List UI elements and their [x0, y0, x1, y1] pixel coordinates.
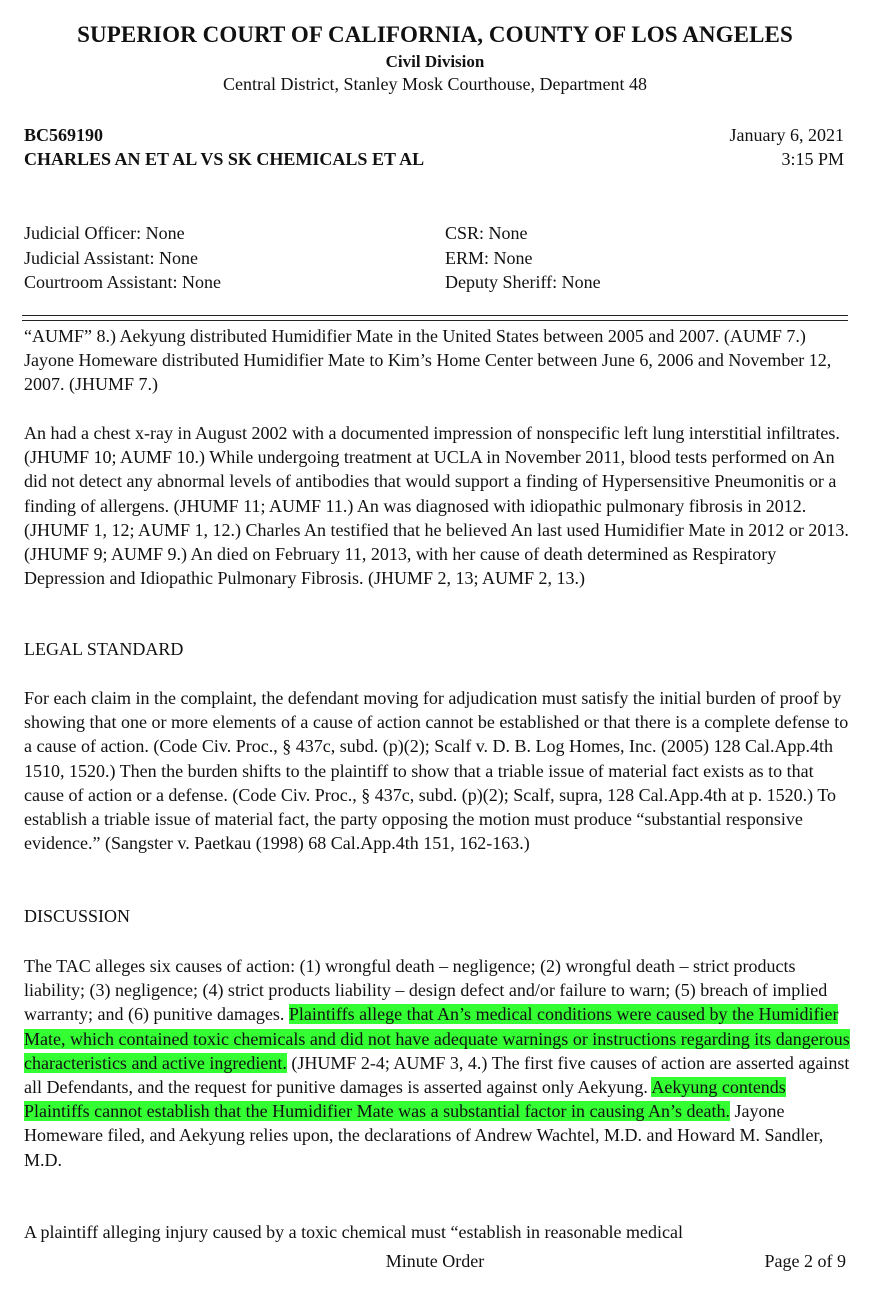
judicial-officer: Judicial Officer: None	[24, 223, 185, 243]
paragraph-toxic-chemical: A plaintiff alleging injury caused by a toxic chemical must “establish in reasonable medical	[24, 1222, 683, 1242]
page-number: Page 2 of 9	[764, 1251, 846, 1271]
officers-left-column	[24, 221, 221, 295]
discussion-text-a: The TAC alleges six causes of action: (1) wrongful death – negligence; (2) wrongful death – strict products liability; (3) negligence; (4) strict products liability – design defect and/or failure to warn; (5) breach of implied warranty; and (6) punitive damages.	[24, 956, 828, 1025]
officers-right-column	[445, 221, 601, 295]
paragraph-distribution: “AUMF” 8.) Aekyung distributed Humidifier Mate in the United States between 2005 and 2007. (AUMF 7.) Jayone Homeware distributed Humidifier Mate to Kim’s Home Center between June 6, 2006 and November 12, 2007. (JHUMF 7.)	[24, 326, 832, 395]
deputy-sheriff: Deputy Sheriff: None	[445, 272, 601, 292]
csr: CSR: None	[445, 223, 528, 243]
heading-legal-standard: LEGAL STANDARD	[24, 639, 184, 659]
header-divider-top	[22, 315, 848, 316]
erm: ERM: None	[445, 247, 533, 268]
paragraph-discussion	[24, 954, 850, 1172]
hearing-time: 3:15 PM	[781, 149, 844, 169]
paragraph-medical-history: An had a chest x-ray in August 2002 with a documented impression of nonspecific left lung interstitial infiltrates. (JHUMF 10; AUMF 10.) While undergoing treatment at UCLA in November 2011, blood tests performed on An did not detect any abnormal levels of antibodies that would support a finding of Hypersensitive Pneumonitis or a finding of allergens. (JHUMF 11; AUMF 11.) An was diagnosed with idiopathic pulmonary fibrosis in 2012. (JHUMF 1, 12; AUMF 1, 12.) Charles An testified that he believed An last used Humidifier Mate in 2012 or 2013. (JHUMF 9; AUMF 9.) An died on February 11, 2013, with her cause of death determined as Respiratory Depression and Idiopathic Pulmonary Fibrosis. (JHUMF 2, 13; AUMF 2, 13.)	[24, 423, 849, 589]
judicial-assistant: Judicial Assistant: None	[24, 247, 198, 268]
case-name: CHARLES AN ET AL VS SK CHEMICALS ET AL	[24, 149, 425, 169]
court-title: SUPERIOR COURT OF CALIFORNIA, COUNTY OF LOS ANGELES	[77, 22, 793, 47]
courtroom-assistant: Courtroom Assistant: None	[24, 272, 221, 292]
discussion-text-c: Jayone Homeware filed, and Aekyung relies upon, the declarations of Andrew Wachtel, M.D. and Howard M. Sandler, M.D.	[24, 1101, 824, 1170]
paragraph-legal-standard: For each claim in the complaint, the defendant moving for adjudication must satisfy the initial burden of proof by showing that one or more elements of a cause of action cannot be established or that there is a complete defense to a cause of action. (Code Civ. Proc., § 437c, subd. (p)(2); Scalf v. D. B. Log Homes, Inc. (2005) 128 Cal.App.4th 1510, 1520.) Then the burden shifts to the plaintiff to show that a triable issue of material fact exists as to that cause of action or a defense. (Code Civ. Proc., § 437c, subd. (p)(2); Scalf, supra, 128 Cal.App.4th at p. 1520.) To establish a triable issue of material fact, the party opposing the motion must produce “substantial responsive evidence.” (Sangster v. Paetkau (1998) 68 Cal.App.4th 151, 162-163.)	[24, 688, 849, 854]
highlight-aekyung-contends: Aekyung contends Plaintiffs cannot establish that the Humidifier Mate was a substantial factor in causing An’s death.	[24, 1077, 786, 1122]
header-divider-bottom	[22, 320, 848, 321]
highlight-plaintiffs-allege: Plaintiffs allege that An’s medical conditions were caused by the Humidifier Mate, which contained toxic chemicals and did not have adequate warnings or instructions regarding its dangerous characteristics and active ingredient.	[24, 1004, 850, 1073]
division-title: Civil Division	[385, 52, 485, 71]
footer-label: Minute Order	[385, 1251, 485, 1271]
district-line: Central District, Stanley Mosk Courthouse, Department 48	[223, 74, 647, 94]
case-number: BC569190	[24, 125, 104, 145]
heading-discussion: DISCUSSION	[24, 906, 131, 926]
discussion-text-b: (JHUMF 2-4; AUMF 3, 4.) The first five causes of action are asserted against all Defendants, and the request for punitive damages is asserted against only Aekyung.	[24, 1052, 850, 1098]
hearing-date: January 6, 2021	[729, 125, 844, 145]
